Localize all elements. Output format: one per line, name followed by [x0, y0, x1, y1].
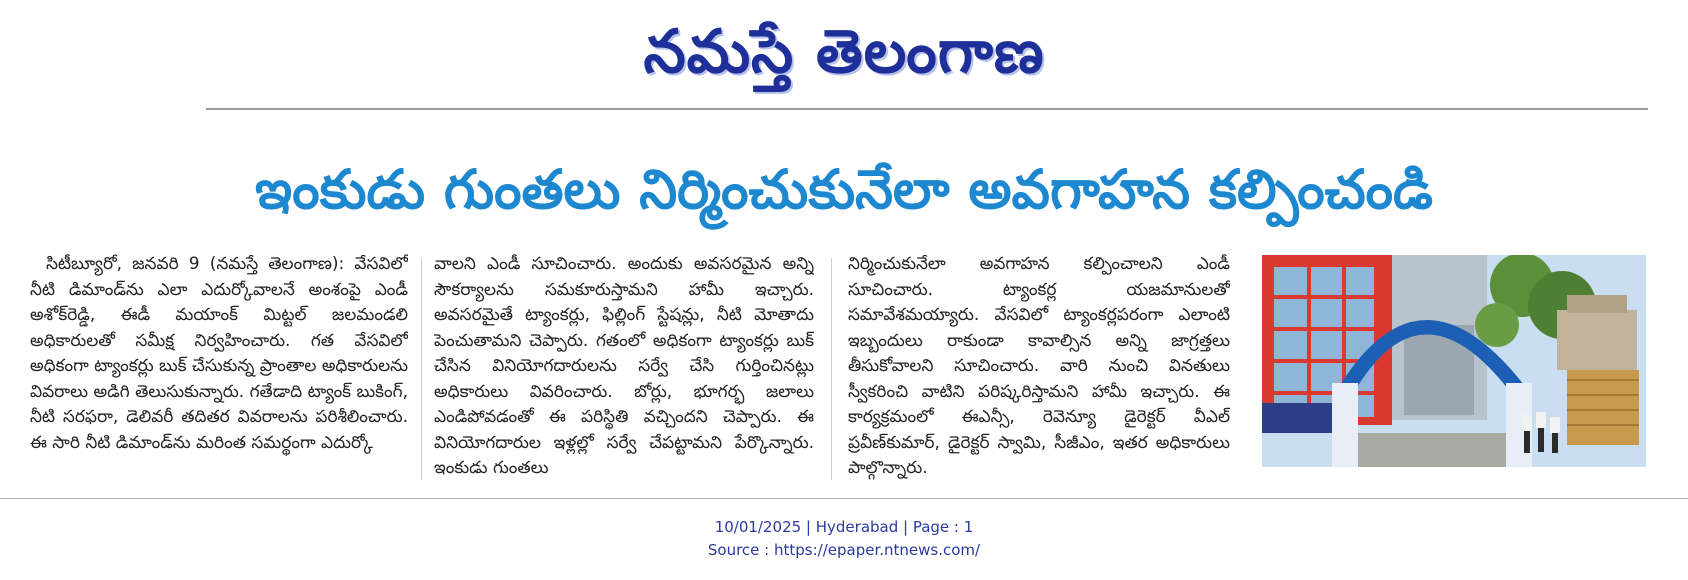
masthead-title: నమస్తే తెలంగాణ: [643, 17, 1045, 87]
column-divider: [421, 258, 422, 480]
article-column-1: సిటీబ్యూరో, జనవరి 9 (నమస్తే తెలంగాణ): వేసవిలో నీటి డిమాండ్‌ను ఎలా ఎదుర్కోవాలనే అంశంపై ఎండీ అశోక్‌రెడ్డి, ఈడీ మయాంక్ మిట్టల్ జలమండలి అధికారులతో సమీక్ష నిర్వహించారు. గత వేసవిలో అధికంగా ట్యాంకర్లు బుక్ చేసుకున్న ప్రాంతాల అధికారులను వివరాలు అడిగి తెలుసుకున్నారు. గతేడాది ట్యాంక్ బుకింగ్, నీటి సరఫరా, డెలివరీ తదితర వివరాలను పరిశీలించారు. ఈ సారి నీటి డిమాండ్‌ను మరింత సమర్థంగా ఎదుర్కో: [30, 254, 408, 453]
footer-divider: [0, 498, 1688, 499]
article-headline: ఇంకుడు గుంతలు నిర్మించుకునేలా అవగాహన కల్పించండి: [255, 158, 1433, 221]
footer-source: Source : https://epaper.ntnews.com/: [707, 541, 981, 559]
article-column-2: వాలని ఎండీ సూచించారు. అందుకు అవసరమైన అన్ని సౌకర్యాలను సమకూరుస్తామని హామీ ఇచ్చారు. అవసరమైతే ట్యాంకర్లు, ఫిల్లింగ్ స్టేషన్లు, నీటి మోతాదు పెంచుతామని చెప్పారు. గతంలో అధికంగా ట్యాంకర్లు బుక్ చేసిన వినియోగదారులను సర్వే చేసి గుర్తించినట్లు అధికారులు వివరించారు. బోర్లు, భూగర్భ జలాలు ఎండిపోవడంతో ఈ పరిస్థితి వచ్చిందని చెప్పారు. ఈ వినియోగదారుల ఇళ్లల్లో సర్వే చేపట్టామని పేర్కొన్నారు. ఇంకుడు గుంతలు: [434, 254, 814, 478]
article-photo: [1262, 255, 1646, 467]
footer-date-page: 10/01/2025 | Hyderabad | Page : 1: [714, 518, 974, 536]
article-column-3: నిర్మించుకునేలా అవగాహన కల్పించాలని ఎండీ సూచించారు. ట్యాంకర్ల యజమానులతో సమావేశమయ్యారు. వేసవిలో ట్యాంకర్లపరంగా ఎలాంటి ఇబ్బందులు రాకుండా కావాల్సిన అన్ని జాగ్రత్తలు తీసుకోవాలని సూచించారు. వారి నుంచి వినతులు స్వీకరించి వాటిని పరిష్కరిస్తామని హామీ ఇచ్చారు. ఈ కార్యక్రమంలో ఈఎన్సీ, రెవెన్యూ డైరెక్టర్ వీఎల్ ప్రవీణ్‌కుమార్, డైరెక్టర్ స్వామి, సీజీఎం, ఇతర అధికారులు పాల్గొన్నారు.: [848, 254, 1230, 478]
masthead-divider: [206, 108, 1648, 110]
column-divider: [831, 258, 832, 480]
